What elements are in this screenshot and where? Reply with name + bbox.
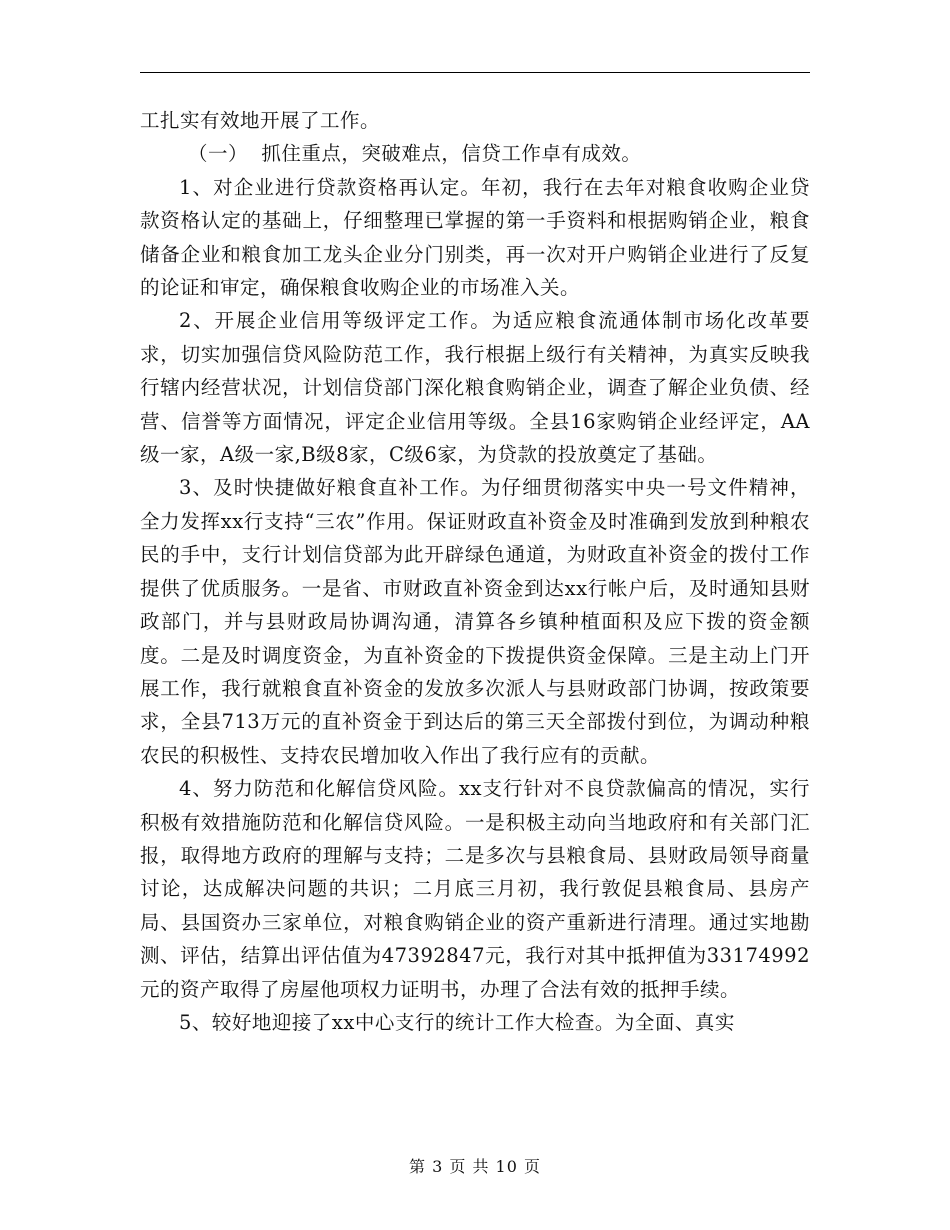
section-heading: （一） 抓住重点，突破难点，信贷工作卓有成效。 <box>188 142 642 166</box>
paragraph-3: 3、及时快捷做好粮食直补工作。为仔细贯彻落实中央一号文件精神，全力发挥xx行支持“三农”作用。保证财政直补资金及时准确到发放到种粮农民的手中，支行计划信贷部为此开辟绿色通道，为财政直补资金的拨付工作提供了优质服务。一是省、市财政直补资金到达xx行帐户后，及时通知县财政部门，并与县财政局协调沟通，清算各乡镇种植面积及应下拨的资金额度。二是及时调度资金，为直补资金的下拨提供资金保障。三是主动上门开展工作，我行就粮食直补资金的发放多次派人与县财政部门协调，按政策要求，全县713万元的直补资金于到达后的第三天全部拨付到位，为调动种粮农民的积极性、支持农民增加收入作出了我行应有的贡献。 <box>140 476 810 767</box>
paragraph-4: 4、努力防范和化解信贷风险。xx支行针对不良贷款偏高的情况，实行积极有效措施防范和化解信贷风险。一是积极主动向当地政府和有关部门汇报，取得地方政府的理解与支持；二是多次与县粮食局、县财政局领导商量讨论，达成解决问题的共识；二月底三月初，我行敦促县粮食局、县房产局、县国资办三家单位，对粮食购销企业的资产重新进行清理。通过实地勘测、评估，结算出评估值为47392847元，我行对其中抵押值为33174992元的资产取得了房屋他项权力证明书，办理了合法有效的抵押手续。 <box>140 777 810 1001</box>
paragraph-5: 5、较好地迎接了xx中心支行的统计工作大检查。为全面、真实 <box>179 1010 735 1034</box>
paragraph-2: 2、开展企业信用等级评定工作。为适应粮食流通体制市场化改革要求，切实加强信贷风险防范工作，我行根据上级行有关精神，为真实反映我行辖内经营状况，计划信贷部门深化粮食购销企业，调查了解企业负债、经营、信誉等方面情况，评定企业信用等级。全县16家购销企业经评定，AA级一家，A级一家,B级8家，C级6家，为贷款的投放奠定了基础。 <box>140 309 810 467</box>
header-rule <box>140 72 810 73</box>
lead-line: 工扎实有效地开展了工作。 <box>140 109 381 132</box>
document-body <box>140 104 810 1039</box>
paragraph-1: 1、对企业进行贷款资格再认定。年初，我行在去年对粮食收购企业贷款资格认定的基础上，仔细整理已掌握的第一手资料和根据购销企业，粮食储备企业和粮食加工龙头企业分门别类，再一次对开户购销企业进行了反复的论证和审定，确保粮食收购企业的市场准入关。 <box>140 175 810 300</box>
page-number-footer: 第 3 页 共 10 页 <box>409 1157 541 1176</box>
